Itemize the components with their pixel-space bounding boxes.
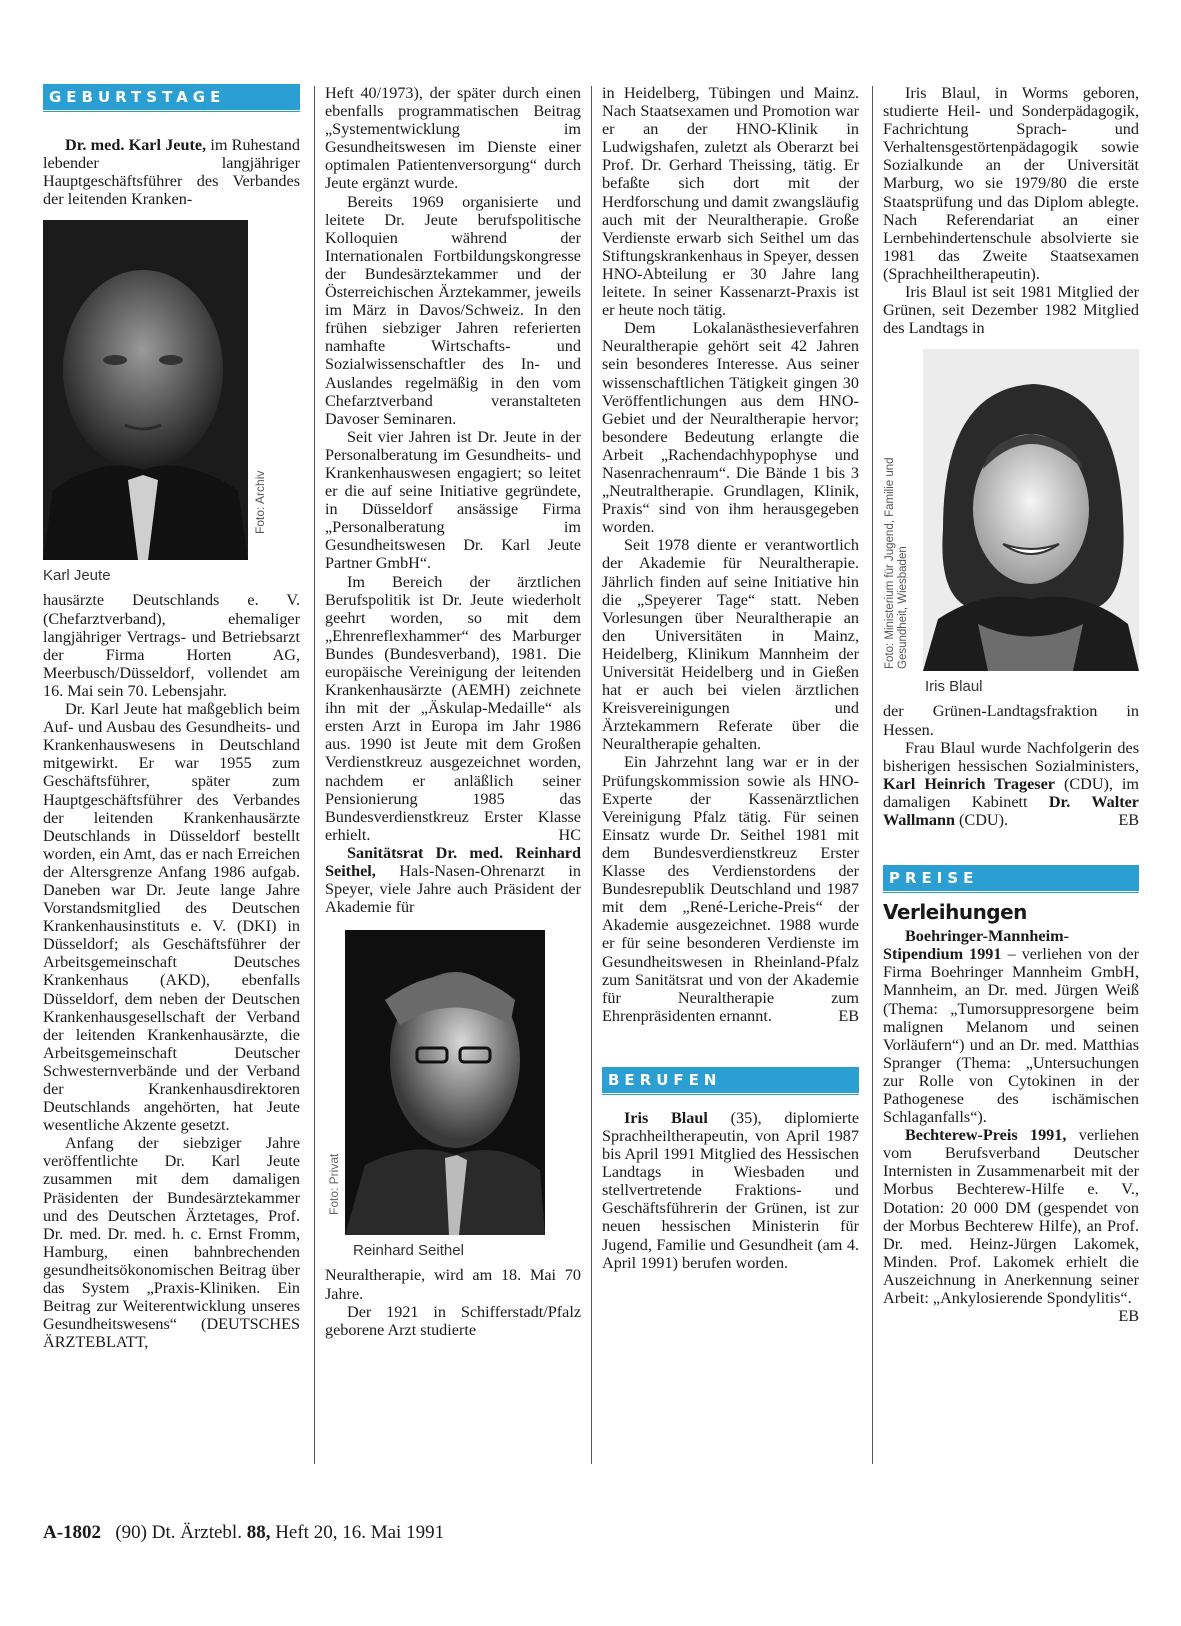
header-rule [602, 1094, 859, 1095]
header-rule [883, 892, 1139, 893]
paragraph-text: verliehen vom Berufsverband Deutscher Internisten in Zusammenarbeit mit der Morbus Bechterew-Hilfe e. V., Dotation: 20 000 DM (gespendet von der Morbus Bechterew Hilfe), an Prof. Dr. med. Heinz-Jürgen Lakomek, Minden. Prof. Lakomek erhielt die Auszeichnung in Anerkennung seiner Arbeit: „Ankylosierende Spondylitis“. [883, 1126, 1139, 1308]
column-1 [43, 84, 300, 1351]
column-divider [872, 86, 873, 1464]
page-footer [43, 1522, 444, 1544]
photo-iris-blaul-block [883, 349, 1139, 671]
name-bold: Dr. Walter Wallmann [883, 792, 1139, 829]
paragraph: Anfang der siebziger Jahre veröffentlichte Dr. Karl Jeute zusammen mit dem damaligen Präsidenten der Bundesärztekammer und des Deutschen Ärztetages, Prof. Dr. med. Dr. med. h. c. Ernst Fromm, Hamburg, einen bahnbrechenden gesundheitsökonomischen Beitrag über das System „Praxis-Kliniken. Ein Beitrag zur Weiterentwicklung unseres Gesundheitswesens“ (DEUTSCHES ÄRZTEBLATT, [43, 1134, 300, 1352]
paragraph-text: – verliehen von der Firma Boehringer Mannheim GmbH, Mannheim, an Dr. med. Jürgen Weiß (Thema: „Tumorsuppresorgene beim malignen Melanom und seinen Vorläufern“) und an Dr. med. Matthias Spranger (Thema: „Untersuchungen zur Rolle von Cytokinen in der Pathogenese des ischämischen Schlaganfalls“). [883, 945, 1139, 1127]
column-4 [883, 84, 1139, 1325]
award-boehringer [883, 927, 1139, 1126]
footer-volume: 88, [246, 1522, 271, 1543]
section-heading: Verleihungen [883, 900, 1027, 925]
paragraph-text: (CDU), im damaligen Kabinett [883, 774, 1140, 811]
paragraph-text: Ein Jahrzehnt lang war er in der Prüfungskommission sowie als HNO-Experte der Kassenärztlichen Vereinigung Pfalz tätig. Für seinen Einsatz wurde Dr. Seithel 1981 mit dem Bundesverdienstkreuz Erster Klasse des Verdienstordens der Bundesrepublik Deutschland und 1987 mit dem „René-Leriche-Preis“ der Akademie ausgezeichnet. 1988 wurde er für seine besonderen Verdienste im Gesundheitswesen in Rheinland-Pfalz zum Sanitätsrat und von der Akademie für Neuraltherapie zum Ehrenpräsidenten ernannt. [602, 753, 859, 1025]
paragraph-text: (35), diplomierte Sprachheiltherapeutin, von April 1987 bis April 1991 Mitglied des Hessischen Landtags in Wiesbaden und stellvertretende Fraktions- und Geschäftsführerin der Grünen, ist zur neuen hessischen Ministerin für Jugend, Familie und Gesundheit (am 4. April 1991) berufen worden. [602, 1108, 860, 1272]
photo-caption: Karl Jeute [43, 567, 111, 585]
author-sign: EB [838, 1006, 859, 1025]
paragraph: Seit 1978 diente er verantwortlich der Akademie für Neuraltherapie. Jährlich finden auf seine Initiative hin die „Speyerer Tage“ statt. Neben Vorlesungen über Neuraltherapie an den Universitäten in Mainz, Heidelberg, Klinikum Mannheim der Universität Heidelberg und in Gießen hat er auch bei vielen ärztlichen Kreisvereinigungen und Ärztekammern Referate über die Neuraltherapie gehalten. [602, 536, 859, 754]
paragraph: Heft 40/1973), der später durch einen ebenfalls programmatischen Beitrag „Systementwicklung im Gesundheitswesen im Dienste einer optimalen Patientenversorgung“ durch Jeute ergänzt wurde. [325, 84, 581, 193]
footer-text: (90) Dt. Ärztebl. [115, 1522, 242, 1543]
paragraph-text: Hals-Nasen-Ohrenarzt in Speyer, viele Jahre auch Präsident der Akademie für [325, 862, 581, 917]
photo-credit [884, 458, 910, 670]
paragraph: Der 1921 in Schifferstadt/Pfalz geborene Arzt studierte [325, 1302, 581, 1339]
name-bold: Dr. med. Karl Jeute, [65, 136, 207, 154]
name-bold: Iris Blaul [624, 1108, 708, 1127]
section-header-preise: PREISE [883, 865, 1139, 891]
paragraph: Bereits 1969 organisierte und leitete Dr. Jeute berufspolitische Kolloquien während der Internationalen Fortbildungskongresse der Bundesärztekammer und der Österreichischen Ärztekammer, jeweils im März in Davos/Schweiz. In den frühen siebziger Jahren referierten namhafte Wirtschafts- und Sozialwissenschaftler des In- und Auslandes regelmäßig in den vom Chefarztverband veranstalteten Davoser Seminaren. [325, 192, 581, 428]
photo-credit: Foto: Privat [327, 1153, 341, 1216]
paragraph-text: Frau Blaul wurde Nachfolgerin des bisherigen hessischen Sozialministers, [883, 738, 1139, 775]
photo-reinhard-seithel [327, 930, 545, 1235]
paragraph-text: im Ruhestand lebender langjähriger Hauptgeschäftsführer des Verbandes der leitenden Kranken- [43, 136, 300, 209]
page-id: A-1802 [43, 1522, 102, 1543]
paragraph: Dr. Karl Jeute hat maßgeblich beim Auf- und Ausbau des Gesundheits- und Krankenhauswesens in Deutschland mitgewirkt. Er war 1955 zum Geschäftsführer, später zum Hauptgeschäftsführer des Verbandes der leitenden Krankenhausärzte Deutschlands in Düsseldorf bestellt worden, ein Amt, das er nach Erreichen der Altersgrenze Anfang 1986 aufgab. Daneben war Dr. Jeute lange Jahre Vorstandsmitglied des Deutschen Krankenhausinstituts e. V. (DKI) in Düsseldorf; als Geschäftsführer der Arbeitsgemeinschaft Deutsches Krankenhaus (AKD), ebenfalls Düsseldorf, dem neben der Deutschen Krankenhausgesellschaft der Verband der leitenden Krankenhausärzte, die Arbeitsgemeinschaft Deutscher Schwesternverbände und der Verband der Krankenhausdirektoren Deutschlands angehörten, hat Jeute wesentliche Akzente gesetzt. [43, 700, 300, 1135]
paragraph [325, 573, 581, 844]
paragraph: Dem Lokalanästhesieverfahren Neuraltherapie gehört seit 42 Jahren sein besonderes Interesse. Aus seiner wissenschaftlichen Tätigkeit gingen 30 Veröffentlichungen aus dem HNO-Gebiet und der Neuraltherapie hervor; besondere Bedeutung erlangte die Arbeit „Rachendachhypophyse und Nasenrachenraum“. Die Bände 1 bis 3 „Neutraltherapie. Grundlagen, Klinik, Praxis“ sind von ihm herausgegeben worden. [602, 319, 859, 537]
name-bold: Boehringer-Mannheim-Stipendium 1991 [883, 927, 1069, 964]
paragraph: Iris Blaul ist seit 1981 Mitglied der Grünen, seit Dezember 1982 Mitglied des Landtags in [883, 283, 1139, 338]
paragraph: Seit vier Jahren ist Dr. Jeute in der Personalberatung im Gesundheits- und Krankenhauswesen engagiert; so leitet er die auf seine Initiative gegründete, in Düsseldorf ansässige Firma „Personalberatung im Gesundheitswesen Dr. Karl Jeute Partner GmbH“. [325, 427, 581, 573]
author-sign: EB [1118, 810, 1139, 829]
section-header-berufen: BERUFEN [602, 1067, 859, 1093]
award-bechterew [883, 1126, 1139, 1326]
photo-iris-blaul [923, 349, 1139, 671]
paragraph [602, 753, 859, 1024]
column-divider [314, 86, 315, 1464]
column-2 [325, 84, 581, 1339]
seithel-intro [325, 844, 581, 916]
blaul-intro [602, 1109, 859, 1272]
paragraph [883, 739, 1139, 829]
photo-credit-line: Gesundheit, Wiesbaden [897, 546, 909, 670]
paragraph-text: (CDU). [959, 810, 1009, 829]
paragraph: in Heidelberg, Tübingen und Mainz. Nach Staatsexamen und Promotion war er an der HNO-Klinik in Ludwigshafen, zuletzt als Oberarzt bei Prof. Dr. Gerhard Theissing, tätig. Er befaßte sich dort mit der Herdforschung und damit zwangsläufig auch mit der Neuraltherapie. Große Verdienste erwarb sich Seithel um das Stiftungskrankenhaus in Speyer, dessen HNO-Abteilung er 30 Jahre lang leitete. In seiner Kassenarzt-Praxis ist er heute noch tätig. [602, 84, 859, 320]
header-rule [43, 111, 300, 112]
photo-karl-jeute [43, 220, 267, 560]
name-bold: Bechterew-Preis 1991, [905, 1126, 1067, 1145]
paragraph: Iris Blaul, in Worms geboren, studierte Heil- und Sonderpädagogik, Fachrichtung Sprach- und Verhaltensgestörtenpädagogik sowie Sozialkunde an der Universität Marburg, wo sie 1979/80 die erste Staatsprüfung und das Diplom ablegte. Nach Referendariat an einer Lernbehindertenschule absolvierte sie 1981 das Zweite Staatsexamen (Sprachheiltherapeutin). [883, 84, 1139, 283]
footer-text: Heft 20, 16. Mai 1991 [275, 1522, 445, 1543]
photo-credit-line: Foto: Ministerium für Jugend, Familie und [884, 457, 896, 670]
paragraph: Neuraltherapie, wird am 18. Mai 70 Jahre. [325, 1266, 581, 1303]
paragraph: hausärzte Deutschlands e. V. (Chefarztverband), ehemaliger langjähriger Vertrags- und Betriebsarzt der Firma Horten AG, Meerbusch/Düsseldorf, vollendet am 16. Mai sein 70. Lebensjahr. [43, 591, 300, 700]
photo-caption: Reinhard Seithel [353, 1242, 464, 1260]
name-bold: Karl Heinrich Trageser [883, 774, 1055, 793]
photo-caption: Iris Blaul [925, 678, 983, 696]
photo-credit: Foto: Archiv [253, 471, 267, 535]
column-divider [591, 86, 592, 1464]
jeute-intro [43, 136, 300, 208]
section-header-geburtstage: GEBURTSTAGE [43, 84, 300, 110]
author-sign: EB [1118, 1307, 1139, 1326]
paragraph: der Grünen-Landtagsfraktion in Hessen. [883, 702, 1139, 739]
author-sign: HC [558, 825, 581, 844]
name-bold: Sanitätsrat Dr. med. Reinhard Seithel, [325, 843, 581, 881]
paragraph-text: Im Bereich der ärztlichen Berufspolitik ist Dr. Jeute wiederholt geehrt worden, so mit dem „Ehrenreflexhammer“ des Marburger Bundes (Bundesverband), 1981. Die europäische Vereinigung der leitenden Krankenhausärzte (AEMH) zeichnete ihn mit der „Äskulap-Medaille“ als ersten Arzt in Europa im Jahr 1986 aus. 1990 ist Jeute mit dem Großen Verdienstkreuz ausgezeichnet worden, nachdem er anläßlich seiner Pensionierung 1985 das Bundesverdienstkreuz Erster Klasse erhielt. [325, 572, 581, 844]
column-3 [602, 84, 859, 1272]
